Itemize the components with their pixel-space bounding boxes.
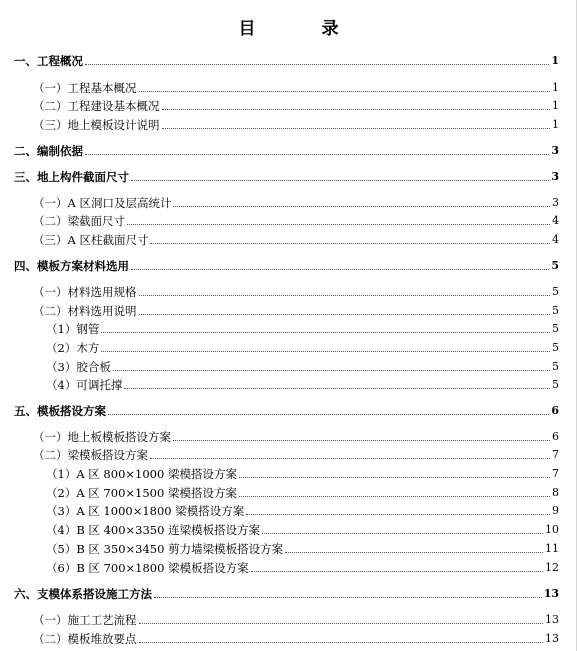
toc-entry-page-number: 1 bbox=[552, 99, 559, 112]
toc-entry-level1[interactable] bbox=[14, 169, 559, 185]
toc-entry-label: （6）B 区 700×1800 梁模板搭设方案 bbox=[46, 561, 249, 575]
toc-entry-label: （1）钢管 bbox=[46, 322, 100, 336]
toc-entry-label: 一、工程概况 bbox=[14, 54, 83, 68]
toc-entry-page-number: 12 bbox=[545, 561, 559, 574]
toc-entry-label: （三）地上模板设计说明 bbox=[33, 118, 160, 132]
toc-entry-page-number: 11 bbox=[545, 542, 559, 555]
toc-entry-page-number: 5 bbox=[552, 341, 559, 354]
toc-entry-level2[interactable] bbox=[33, 117, 559, 133]
toc-entry-level2[interactable] bbox=[33, 612, 559, 628]
toc-entry-page-number: 5 bbox=[552, 322, 559, 335]
dot-leader bbox=[101, 331, 550, 333]
dot-leader bbox=[139, 641, 544, 643]
toc-entry-level2[interactable] bbox=[33, 303, 559, 319]
toc-entry-page-number: 5 bbox=[552, 360, 559, 373]
toc-entry-page-number: 1 bbox=[552, 81, 559, 94]
toc-entry-level3[interactable] bbox=[46, 503, 559, 519]
toc-entry-level1[interactable] bbox=[14, 53, 559, 69]
toc-entry-level3[interactable] bbox=[46, 466, 559, 482]
toc-entry-page-number: 6 bbox=[552, 430, 559, 443]
toc-entry-label: 六、支模体系搭设施工方法 bbox=[14, 587, 152, 601]
toc-entry-page-number: 10 bbox=[545, 523, 559, 536]
dot-leader bbox=[101, 350, 550, 352]
toc-entry-level3[interactable] bbox=[46, 359, 559, 375]
toc-entry-label: （一）A 区洞口及层高统计 bbox=[33, 196, 172, 210]
toc-entry-level2[interactable] bbox=[33, 631, 559, 647]
toc-entry-page-number: 5 bbox=[552, 378, 559, 391]
toc-entry-label: （5）B 区 350×3450 剪力墙梁模板搭设方案 bbox=[46, 542, 284, 556]
toc-entry-level2[interactable] bbox=[33, 429, 559, 445]
toc-entry-level2[interactable] bbox=[33, 98, 559, 114]
dot-leader bbox=[139, 90, 551, 92]
toc-entry-page-number: 6 bbox=[551, 404, 559, 417]
dot-leader bbox=[150, 242, 550, 244]
toc-entry-level2[interactable] bbox=[33, 447, 559, 463]
toc-entry-page-number: 9 bbox=[552, 504, 559, 517]
toc-entry-level2[interactable] bbox=[33, 232, 559, 248]
dot-leader bbox=[139, 294, 551, 296]
dot-leader bbox=[108, 413, 549, 415]
toc-entry-page-number: 5 bbox=[551, 259, 559, 272]
toc-entry-level3[interactable] bbox=[46, 541, 559, 557]
toc-entry-level2[interactable] bbox=[33, 80, 559, 96]
toc-entry-label: （一）材料选用规格 bbox=[33, 285, 137, 299]
toc-entry-page-number: 13 bbox=[545, 613, 559, 626]
dot-leader bbox=[85, 63, 549, 65]
toc-entry-label: （一）施工工艺流程 bbox=[33, 613, 137, 627]
dot-leader bbox=[173, 205, 550, 207]
toc-entry-label: 四、模板方案材料选用 bbox=[14, 259, 129, 273]
toc-entry-label: 三、地上构件截面尺寸 bbox=[14, 170, 129, 184]
dot-leader bbox=[246, 513, 550, 515]
dot-leader bbox=[162, 127, 551, 129]
toc-entry-page-number: 8 bbox=[552, 486, 559, 499]
toc-entry-page-number: 5 bbox=[552, 304, 559, 317]
toc-entry-label: 二、编制依据 bbox=[14, 144, 83, 158]
toc-entry-page-number: 7 bbox=[552, 467, 559, 480]
toc-entry-label: （4）B 区 400×3350 连梁模板搭设方案 bbox=[46, 523, 261, 537]
toc-entry-label: （一）地上板模板搭设方案 bbox=[33, 430, 171, 444]
dot-leader bbox=[162, 108, 551, 110]
dot-leader bbox=[251, 570, 543, 572]
toc-entry-page-number: 13 bbox=[545, 632, 559, 645]
toc-entry-label: （二）模板堆放要点 bbox=[33, 632, 137, 646]
toc-entry-page-number: 4 bbox=[552, 233, 559, 246]
dot-leader bbox=[131, 268, 549, 270]
toc-entry-label: （4）可调托撑 bbox=[46, 378, 123, 392]
toc-entry-label: （一）工程基本概况 bbox=[33, 81, 137, 95]
dot-leader bbox=[139, 622, 544, 624]
dot-leader bbox=[113, 369, 550, 371]
toc-entry-level3[interactable] bbox=[46, 522, 559, 538]
toc-entry-label: （二）梁截面尺寸 bbox=[33, 214, 125, 228]
toc-entry-label: （3）胶合板 bbox=[46, 360, 111, 374]
dot-leader bbox=[173, 439, 550, 441]
toc-entry-label: 五、模板搭设方案 bbox=[14, 404, 106, 418]
dot-leader bbox=[131, 179, 549, 181]
dot-leader bbox=[139, 313, 551, 315]
toc-entry-page-number: 1 bbox=[551, 54, 559, 67]
dot-leader bbox=[285, 551, 543, 553]
toc-entry-level1[interactable] bbox=[14, 403, 559, 419]
toc-entry-page-number: 5 bbox=[552, 285, 559, 298]
toc-entry-label: （三）A 区柱截面尺寸 bbox=[33, 233, 149, 247]
toc-entry-page-number: 13 bbox=[543, 587, 559, 600]
toc-entry-level1[interactable] bbox=[14, 258, 559, 274]
toc-entry-label: （二）工程建设基本概况 bbox=[33, 99, 160, 113]
toc-entry-page-number: 3 bbox=[551, 170, 559, 183]
dot-leader bbox=[262, 532, 543, 534]
toc-entry-level3[interactable] bbox=[46, 560, 559, 576]
toc-entry-page-number: 4 bbox=[552, 214, 559, 227]
dot-leader bbox=[85, 153, 549, 155]
toc-entry-level3[interactable] bbox=[46, 340, 559, 356]
toc-entry-label: （二）材料选用说明 bbox=[33, 304, 137, 318]
toc-entry-label: （3）A 区 1000×1800 梁模搭设方案 bbox=[46, 504, 245, 518]
toc-entry-page-number: 1 bbox=[552, 118, 559, 131]
dot-leader bbox=[124, 387, 550, 389]
toc-entry-level3[interactable] bbox=[46, 377, 559, 393]
dot-leader bbox=[154, 596, 542, 598]
toc-entry-level2[interactable] bbox=[33, 213, 559, 229]
toc-title: 目 录 bbox=[238, 19, 369, 39]
toc-entry-label: （1）A 区 800×1000 梁模搭设方案 bbox=[46, 467, 237, 481]
dot-leader bbox=[239, 476, 550, 478]
toc-entry-level2[interactable] bbox=[33, 284, 559, 300]
dot-leader bbox=[150, 457, 550, 459]
toc-entry-level1[interactable] bbox=[14, 586, 559, 602]
dot-leader bbox=[127, 223, 550, 225]
toc-entry-label: （二）梁模板搭设方案 bbox=[33, 448, 148, 462]
toc-entry-level2[interactable] bbox=[33, 195, 559, 211]
dot-leader bbox=[239, 495, 550, 497]
toc-entry-page-number: 7 bbox=[552, 448, 559, 461]
toc-entry-level3[interactable] bbox=[46, 485, 559, 501]
toc-entry-page-number: 3 bbox=[552, 196, 559, 209]
toc-entry-label: （2）A 区 700×1500 梁模搭设方案 bbox=[46, 486, 237, 500]
toc-entry-level1[interactable] bbox=[14, 143, 559, 159]
toc-entry-label: （2）木方 bbox=[46, 341, 100, 355]
toc-entry-page-number: 3 bbox=[551, 144, 559, 157]
toc-entry-level3[interactable] bbox=[46, 321, 559, 337]
